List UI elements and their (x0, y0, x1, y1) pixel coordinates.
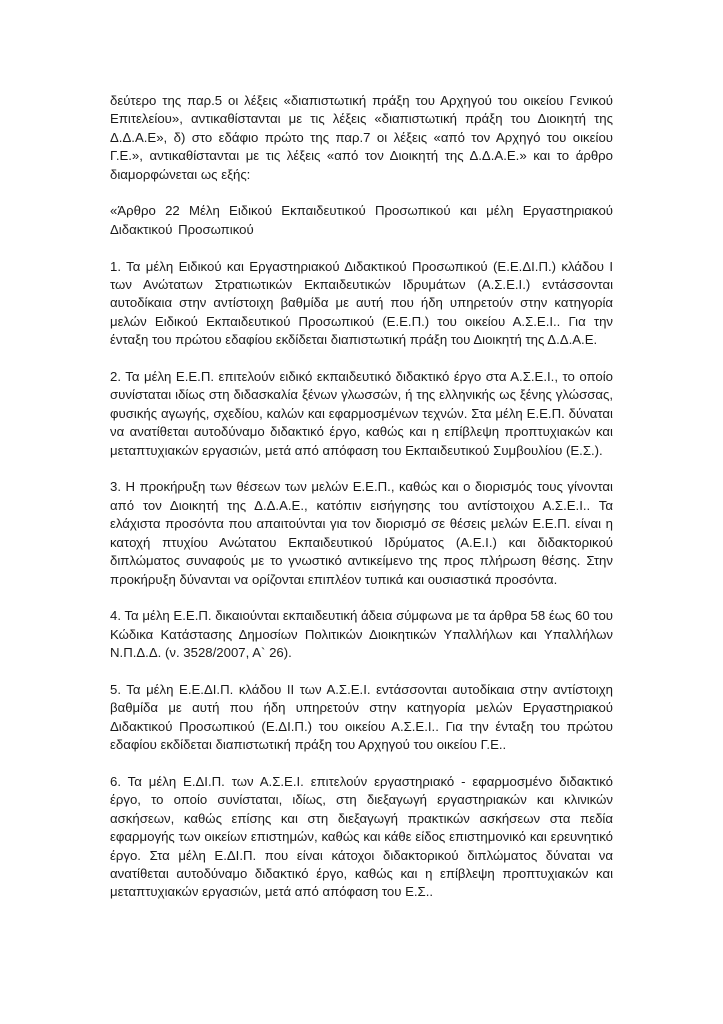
article-heading: «Άρθρο 22 Μέλη Ειδικού Εκπαιδευτικού Προσωπικού και μέλη Εργαστηριακού Διδακτικού Προσωπικού (110, 203, 613, 237)
paragraph-intro: δεύτερο της παρ.5 οι λέξεις «διαπιστωτική πράξη του Αρχηγού του οικείου Γενικού Επιτελείου», αντικαθίστανται με τις λέξεις «διαπιστωτική πράξη του Διοικητή της Δ.Δ.Α.Ε», δ) στο εδάφιο πρώτο της παρ.7 οι λέξεις «από τον Αρχηγό του οικείου Γ.Ε.», αντικαθίστανται με τις λέξεις «από τον Διοικητή της Δ.Δ.Α.Ε.» και το άρθρο διαμορφώνεται ως εξής: (110, 93, 613, 182)
paragraph-6: 6. Τα μέλη Ε.ΔΙ.Π. των Α.Σ.Ε.Ι. επιτελούν εργαστηριακό - εφαρμοσμένο διδακτικό έργο, το οποίο συνίσταται, ιδίως, στη διεξαγωγή εργαστηριακών και κλινικών ασκήσεων, καθώς επίσης και στη διεξαγωγή πρακτικών ασκήσεων στα πεδία εφαρμογής των οικείων επιστημών, καθώς και κάθε είδος επιστημονικό και ερευνητικό έργο. Στα μέλη Ε.ΔΙ.Π. που είναι κάτοχοι διδακτορικού διπλώματος δύναται να ανατίθεται αυτοδύναμο διδακτικό έργο, καθώς και η επίβλεψη προπτυχιακών και μεταπτυχιακών εργασιών, μετά από απόφαση του Ε.Σ.. (110, 773, 613, 900)
paragraph-4: 4. Τα μέλη Ε.Ε.Π. δικαιούνται εκπαιδευτική άδεια σύμφωνα με τα άρθρα 58 έως 60 του Κώδικα Κατάστασης Δημοσίων Πολιτικών Διοικητικών Υπαλλήλων και Υπαλλήλων Ν.Π.Δ.Δ. (ν. 3528/2007, Α` 26). (110, 608, 613, 661)
paragraph-5: 5. Τα μέλη Ε.Ε.ΔΙ.Π. κλάδου II των Α.Σ.Ε.Ι. εντάσσονται αυτοδίκαια στην αντίστοιχη βαθμίδα με αυτή που ήδη υπηρετούν στην κατηγορία μελών Εργαστηριακού Διδακτικού Προσωπικού (Ε.ΔΙ.Π.) του οικείου Α.Σ.Ε.Ι.. Για την ένταξη του πρώτου εδαφίου εκδίδεται διαπιστωτική πράξη του Αρχηγού του οικείου Γ.Ε.. (110, 681, 613, 753)
paragraph-2: 2. Τα μέλη Ε.Ε.Π. επιτελούν ειδικό εκπαιδευτικό διδακτικό έργο στα Α.Σ.Ε.Ι., το οποίο συνίσταται ιδίως στη διδασκαλία ξένων γλωσσών, ή της ελληνικής ως ξένης γλώσσας, φυσικής αγωγής, σχεδίου, καλών και εφαρμοσμένων τεχνών. Στα μέλη Ε.Ε.Π. δύναται να ανατίθεται αυτοδύναμο διδακτικό έργο, καθώς και η επίβλεψη προπτυχιακών και μεταπτυχιακών εργασιών, μετά από απόφαση του Εκπαιδευτικού Συμβουλίου (Ε.Σ.). (110, 369, 613, 458)
document-body (110, 92, 613, 920)
paragraph-1: 1. Τα μέλη Ειδικού και Εργαστηριακού Διδακτικού Προσωπικού (Ε.Ε.ΔΙ.Π.) κλάδου I των Ανώτατων Στρατιωτικών Εκπαιδευτικών Ιδρυμάτων (Α.Σ.Ε.Ι.) εντάσσονται αυτοδίκαια στην αντίστοιχη βαθμίδα με αυτή που ήδη υπηρετούν στην κατηγορία μελών Ειδικού Εκπαιδευτικού Προσωπικού (Ε.Ε.Π.) του οικείου Α.Σ.Ε.Ι.. Για την ένταξη του πρώτου εδαφίου εκδίδεται διαπιστωτική πράξη του Διοικητή της Δ.Δ.Α.Ε. (110, 258, 613, 348)
paragraph-3: 3. Η προκήρυξη των θέσεων των μελών Ε.Ε.Π., καθώς και ο διορισμός τους γίνονται από τον Διοικητή της Δ.Δ.Α.Ε., κατόπιν εισήγησης του αντίστοιχου Α.Σ.Ε.Ι.. Τα ελάχιστα προσόντα που απαιτούνται για τον διορισμό σε θέσεις μελών Ε.Ε.Π. είναι η κατοχή πτυχίου Ανώτατου Εκπαιδευτικού Ιδρύματος (Α.Ε.Ι.) και διδακτορικού διπλώματος συναφούς με το γνωστικό αντικείμενο της προς πλήρωση θέσης. Στην προκήρυξη δύνανται να ορίζονται επιπλέον τυπικά και ουσιαστικά προσόντα. (110, 479, 613, 587)
